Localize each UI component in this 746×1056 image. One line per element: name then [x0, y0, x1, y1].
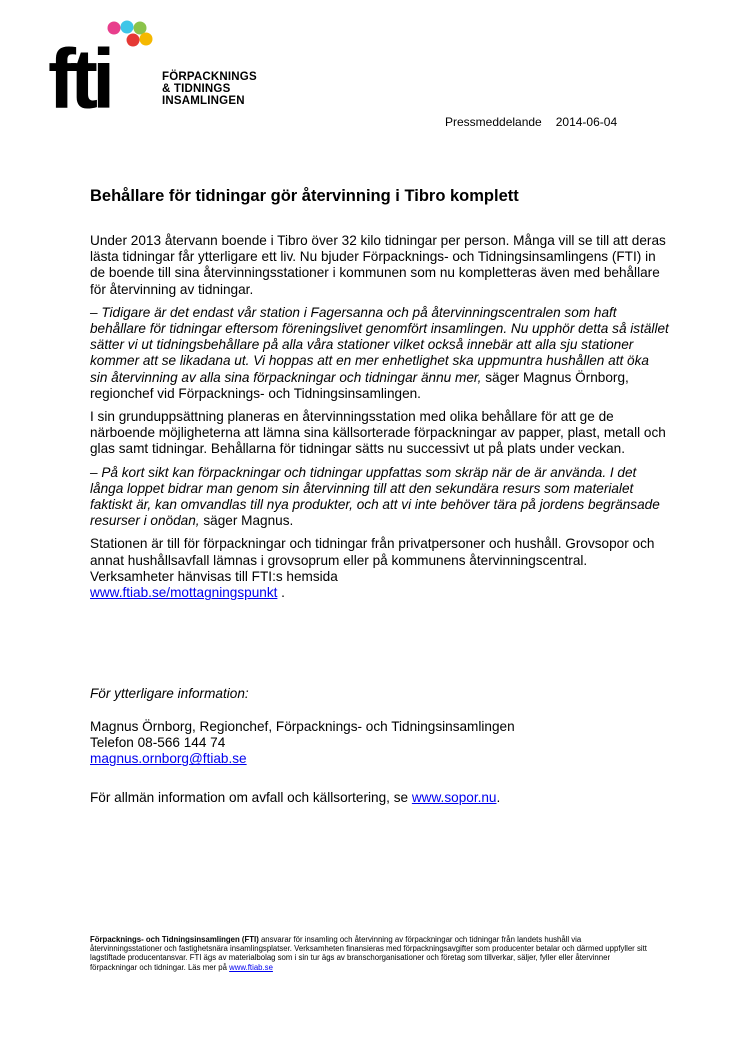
document-date: 2014-06-04 — [555, 115, 618, 129]
general-info-end: . — [496, 790, 501, 805]
logo-line-2: & TIDNINGS — [162, 83, 231, 95]
logo-mark-text: fti — [48, 32, 110, 116]
paragraph-quote-2 — [90, 465, 670, 530]
footer-ftiab-link[interactable]: www.ftiab.se — [229, 962, 273, 972]
general-info — [90, 790, 500, 805]
contact-email-link[interactable]: magnus.ornborg@ftiab.se — [90, 751, 247, 767]
general-info-text: För allmän information om avfall och källsortering, se — [90, 790, 412, 805]
logo-dot-cyan — [121, 21, 134, 34]
logo-line-1: FÖRPACKNINGS — [162, 71, 257, 83]
quote-2-attribution: säger Magnus. — [199, 513, 294, 529]
paragraph-station — [90, 536, 670, 601]
station-text: Stationen är till för förpackningar och tidningar från privatpersoner och hushåll. Grovsopor och annat hushållsavfall lämnas i grovsoprum eller på kommunens återvinningscentral. Verksamheter hänvisas till FTI:s hemsida — [90, 536, 655, 584]
logo-dot-red — [127, 34, 140, 47]
footer-org: Förpacknings- och Tidningsinsamlingen (FTI) — [90, 935, 259, 944]
logo-dot-yellow — [140, 33, 153, 46]
fti-logo-mark — [48, 20, 158, 116]
page-title: Behållare för tidningar gör återvinning i Tibro komplett — [90, 187, 519, 205]
contact-phone: Telefon 08-566 144 74 — [90, 735, 226, 751]
footer-note — [90, 935, 650, 972]
fti-logo — [48, 20, 288, 120]
station-text-end: . — [277, 585, 285, 601]
logo-line-3: INSAMLINGEN — [162, 95, 245, 107]
paragraph-quote-1 — [90, 305, 670, 402]
logo-dot-green — [134, 22, 147, 35]
paragraph-setup: I sin grunduppsättning planeras en återvinningsstation med olika behållare för att ge de närboende möjligheterna att lämna sina källsorterade förpackningar av papper, plast, metall och glas samt tidningar. Behållarna för tidningar sätts nu successivt ut på plats under veckan. — [90, 409, 666, 457]
document-meta — [445, 115, 617, 129]
logo-wordmark — [162, 71, 257, 107]
logo-dot-pink — [108, 22, 121, 35]
quote-1-attribution: säger Magnus Örnborg, regionchef vid Förpacknings- och Tidningsinsamlingen. — [90, 369, 629, 401]
mottagningspunkt-link[interactable]: www.ftiab.se/mottagningspunkt — [90, 585, 278, 601]
quote-2-italic: – På kort sikt kan förpackningar och tidningar uppfattas som skräp när de är använda. I det långa loppet bidrar man genom sin återvinning till att den sekundära resurs som materialet faktiskt är, kan omvandlas till nya produkter, och att vi inte behöver tära på jordens begränsade resurser i onödan, — [90, 464, 660, 529]
article-body — [90, 233, 670, 608]
contact-name: Magnus Örnborg, Regionchef, Förpacknings- och Tidningsinsamlingen — [90, 719, 515, 734]
contact-block — [90, 719, 515, 768]
footer-text: ansvarar för insamling och återvinning av förpackningar och tidningar från landets hushåll via återvinningsstationer och fastighetsnära insamlingsplatser. Verksamheten finansieras med förpackningsavgifter som producenter betalar och därmed uppfyller sitt lagstiftade producentansvar. FTI ägs av materialbolag som i sin tur ägs av branschorganisationer och företag som tillverkar, säljer, fyller eller återvinner förpackningar och tidningar. Läs mer på — [90, 935, 647, 972]
quote-1-italic: – Tidigare är det endast vår station i Fagersanna och på återvinningscentralen som haft behållare för tidningar eftersom föreningslivet genomfört insamlingen. Nu upphör detta så istället sätter vi ut tidningsbehållare på alla våra stationer vilket också innebär att alla sju stationer kommer att se likadana ut. Vi hoppas att en mer enhetlighet ska uppmuntra hushållen att öka sin återvinning av alla sina förpackningar och tidningar ännu mer, — [90, 304, 669, 385]
document-type: Pressmeddelande — [445, 115, 542, 129]
sopor-link[interactable]: www.sopor.nu — [411, 790, 497, 805]
paragraph-intro: Under 2013 återvann boende i Tibro över 32 kilo tidningar per person. Många vill se till att deras lästa tidningar får ytterligare ett liv. Nu bjuder Förpacknings- och Tidningsinsamlingens (FTI) in de boende till sina återvinningsstationer i kommunen som nu kompletteras även med behållare för återvinning av tidningar. — [90, 233, 666, 297]
info-heading: För ytterligare information: — [90, 686, 249, 701]
